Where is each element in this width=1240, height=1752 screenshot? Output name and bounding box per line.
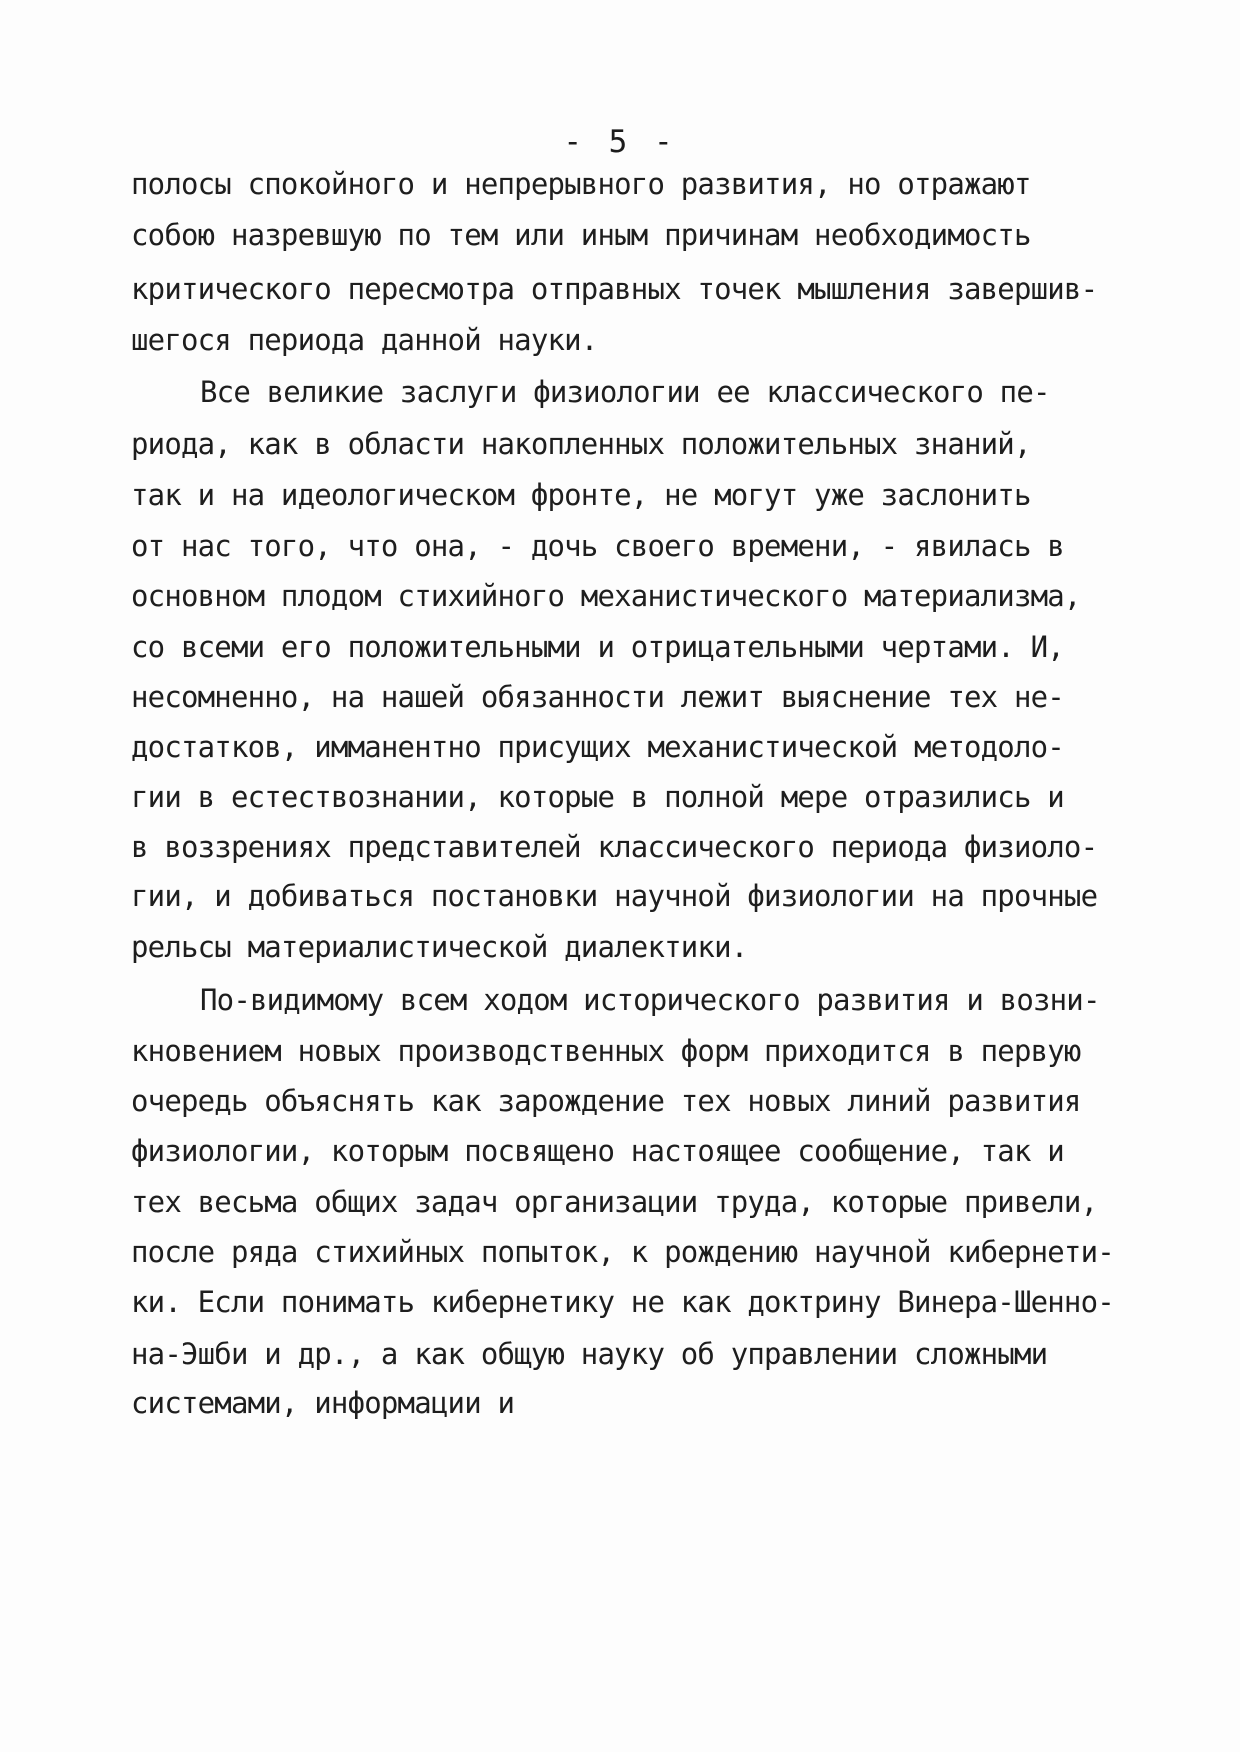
text-line: риода, как в области накопленных положительных знаний,: [131, 427, 1031, 461]
text-line: кновением новых производственных форм приходится в первую: [131, 1034, 1081, 1068]
text-line: на-Эшби и др., а как общую науку об управлении сложными: [131, 1337, 1048, 1371]
text-line: очередь объяснять как зарождение тех новых линий развития: [131, 1084, 1081, 1118]
text-line: со всеми его положительными и отрицательными чертами. И,: [131, 630, 1064, 664]
text-line: Все великие заслуги физиологии ее классического пе-: [200, 375, 1050, 409]
text-line: от нас того, что она, - дочь своего времени, - явилась в: [131, 529, 1064, 563]
text-line: системами, информации и: [131, 1386, 515, 1420]
text-line: шегося периода данной науки.: [131, 323, 598, 357]
text-line: в воззрениях представителей классического периода физиоло-: [131, 830, 1098, 864]
text-line: рельсы материалистической диалектики.: [131, 930, 748, 964]
text-line: тех весьма общих задач организации труда, которые привели,: [131, 1185, 1098, 1219]
text-line: так и на идеологическом фронте, не могут уже заслонить: [131, 478, 1031, 512]
text-line: критического пересмотра отправных точек мышления завершив-: [131, 272, 1098, 306]
text-line: достатков, имманентно присущих механистической методоло-: [131, 730, 1064, 764]
text-line: ки. Если понимать кибернетику не как доктрину Винера-Шенно-: [131, 1285, 1114, 1319]
page-number: - 5 -: [563, 124, 677, 160]
text-line: гии, и добиваться постановки научной физиологии на прочные: [131, 879, 1098, 913]
text-line: после ряда стихийных попыток, к рождению научной кибернети-: [131, 1235, 1114, 1269]
text-line: гии в естествознании, которые в полной мере отразились и: [131, 780, 1064, 814]
text-line: По-видимому всем ходом исторического развития и возни-: [200, 983, 1100, 1017]
text-line: полосы спокойного и непрерывного развития, но отражают: [131, 167, 1031, 201]
text-line: основном плодом стихийного механистического материализма,: [131, 579, 1081, 613]
text-line: физиологии, которым посвящено настоящее сообщение, так и: [131, 1134, 1064, 1168]
text-line: собою назревшую по тем или иным причинам необходимость: [131, 218, 1031, 252]
text-line: несомненно, на нашей обязанности лежит выяснение тех не-: [131, 680, 1064, 714]
